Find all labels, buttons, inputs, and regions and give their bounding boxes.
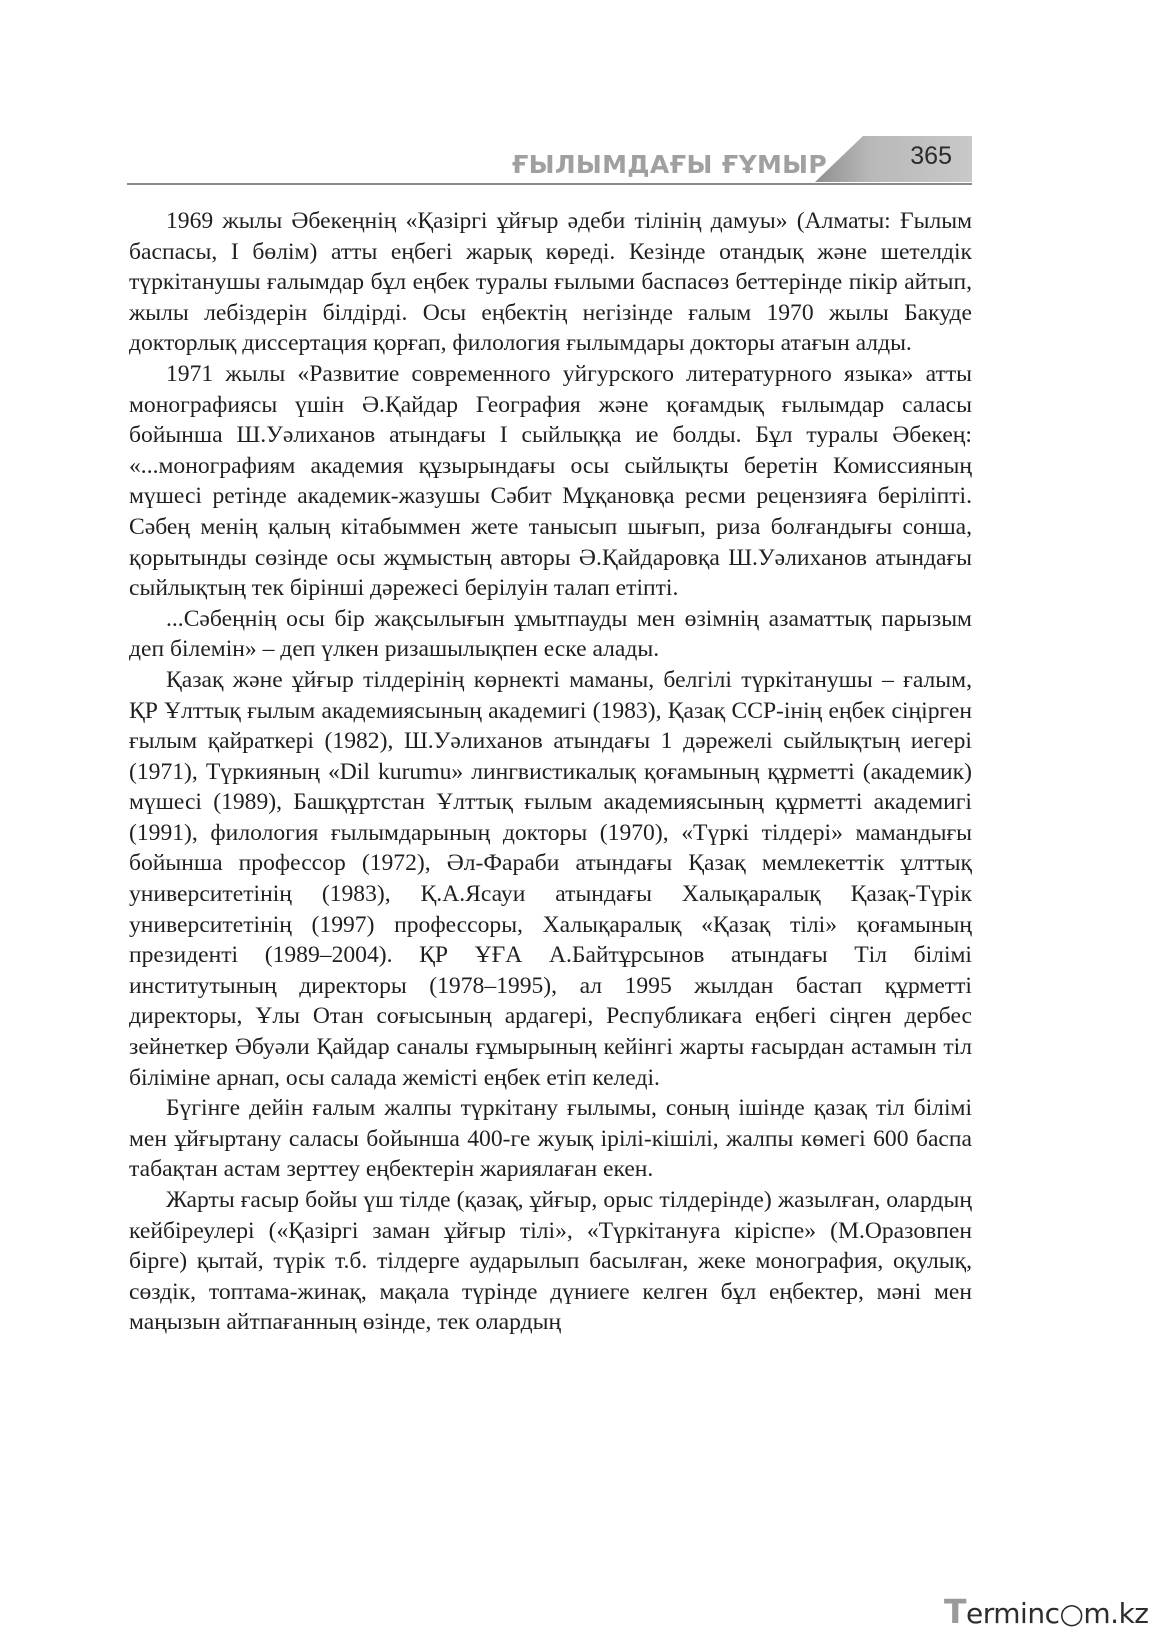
header-divider xyxy=(127,183,972,185)
watermark-text-part: erminc xyxy=(966,1597,1060,1630)
paragraph: Бүгінге дейін ғалым жалпы түркітану ғылымы, соның ішінде қазақ тіл білімі мен ұйғыртану саласы бойынша 400-ге жуық ірілі-кішілі, жалпы көмегі 600 баспа табақтан астам зерттеу еңбектерін жариялаған екен. xyxy=(129,1095,972,1183)
termincom-watermark xyxy=(944,1592,1149,1631)
paragraph: 1971 жылы «Развитие современного уйгурского литературного языка» атты монографиясы үшін Ә.Қайдар География және қоғамдық ғылымдар саласы бойынша Ш.Уәлиханов атындағы І сыйлыққа ие болды. Бұл туралы Әбекең: «...монографиям академия құзырындағы осы сыйлықты беретін Комиссияның мүшесі ретінде академик-жазушы Сәбит Мұқановқа ресми рецензияға беріліпті. Сәбең менің қалың кітабыммен жете танысып шығып, риза болғандығы сонша, қорытынды сөзінде осы жұмыстың авторы Ә.Қайдаровқа Ш.Уәлиханов атындағы сыйлықтың тек бірінші дәрежесі берілуін талап етіпті. xyxy=(129,360,972,602)
paragraph: 1969 жылы Әбекеңнің «Қазіргі ұйғыр әдеби тілінің дамуы» (Алматы: Ғылым баспасы, І бөлім) атты еңбегі жарық көреді. Кезінде отандық және шетелдік түркітанушы ғалымдар бұл еңбек туралы ғылыми баспасөз беттерінде пікір айтып, жылы лебіздерін білдірді. Осы еңбектің негізінде ғалым 1970 жылы Бакуде докторлық диссертация қорғап, филология ғылымдары докторы атағын алды. xyxy=(129,208,972,357)
page-number: 365 xyxy=(910,142,952,170)
paragraph: ...Сәбеңнің осы бір жақсылығын ұмытпауды мен өзімнің азаматтық парызым деп білемін» – деп үлкен ризашылықпен еске алады. xyxy=(129,605,972,663)
paragraph: Қазақ және ұйғыр тілдерінің көрнекті маманы, белгілі түркітанушы – ғалым, ҚР Ұлттық ғылым академиясының академигі (1983), Қазақ ССР-інің еңбек сіңірген ғылым қайраткері (1982), Ш.Уәлиханов атындағы 1 дәрежелі сыйлықтың иегері (1971), Түркияның «Dil kurumu» лингвистикалық қоғамының құрметті (академик) мүшесі (1989), Башқұртстан Ұлттық ғылым академиясының құрметті академигі (1991), филология ғылымдарының докторы (1970), «Түркі тілдері» мамандығы бойынша профессор (1972), Әл-Фараби атындағы Қазақ мемлекеттік ұлттық университетінің (1983), Қ.А.Ясауи атындағы Халықаралық Қазақ-Түрік университетінің (1997) профессоры, Халықаралық «Қазақ тілі» қоғамының президенті (1989–2004). ҚР ҰҒА А.Байтұрсынов атындағы Тіл білімі институтының директоры (1978–1995), ал 1995 жылдан бастап құрметті директоры, Ұлы Отан соғысының ардагері, Республикаға еңбегі сіңген дербес зейнеткер Әбуәли Қайдар саналы ғұмырының кейінгі жарты ғасырдан астамын тіл біліміне арнап, осы салада жемісті еңбек етіп келеді. xyxy=(129,666,972,1091)
watermark-text-tail: m.kz xyxy=(1083,1597,1149,1630)
running-header xyxy=(127,136,972,188)
article-body xyxy=(129,206,972,1338)
paragraph: Жарты ғасыр бойы үш тілде (қазақ, ұйғыр, орыс тілдерінде) жазылған, олардың кейбіреулері («Қазіргі заман ұйғыр тілі», «Түркітануға кіріспе» (М.Оразовпен бірге) қытай, түрік т.б. тілдерге аударылып басылған, жеке монография, оқулық, сөздік, топтама-жинақ, мақала түрінде дүниеге келген бұл еңбектер, мәні мен маңызын айтпағанның өзінде, тек олардың xyxy=(129,1187,972,1336)
watermark-o-glyph: ○ xyxy=(1059,1597,1084,1630)
running-header-title: ҒЫЛЫМДАҒЫ ҒҰМЫР xyxy=(511,150,827,179)
watermark-t-mark: T xyxy=(944,1592,967,1631)
